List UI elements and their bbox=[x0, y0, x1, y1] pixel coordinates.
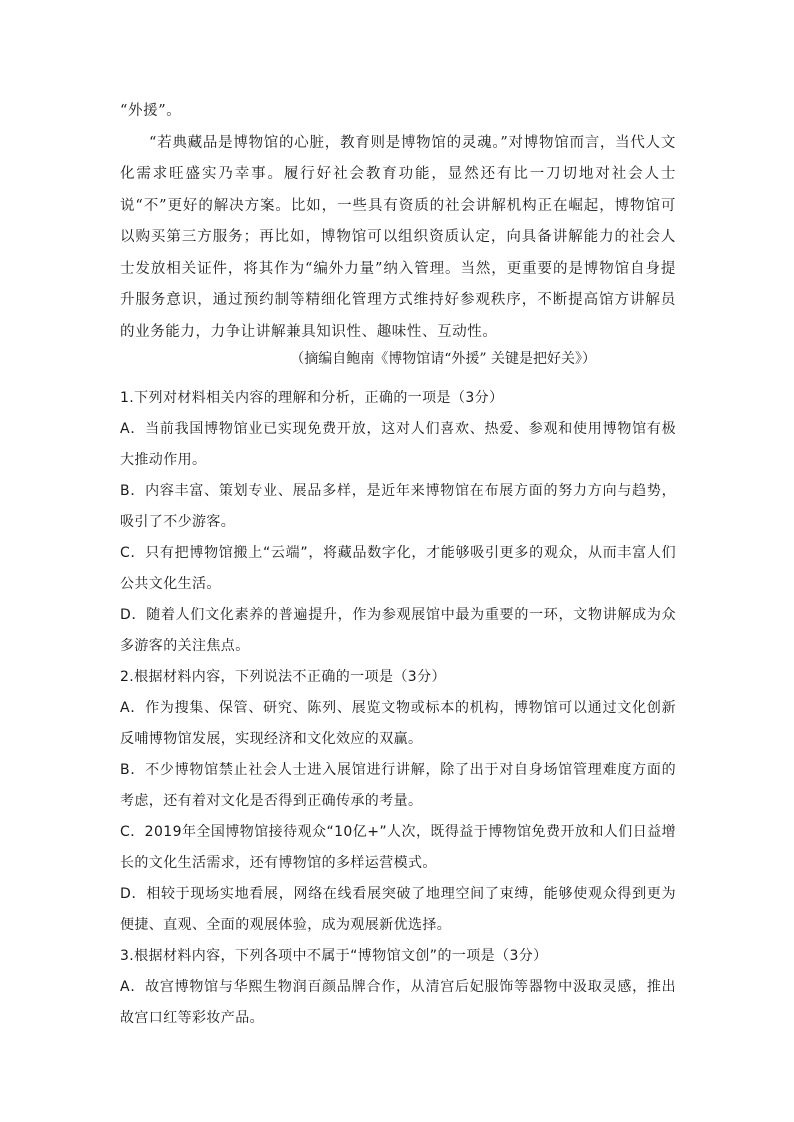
question-3 bbox=[120, 941, 676, 1034]
question-2 bbox=[120, 662, 676, 941]
question-stem: 2.根据材料内容，下列说法不正确的一项是（3分） bbox=[120, 669, 446, 685]
article-text bbox=[120, 96, 676, 348]
question-stem: 1.下列对材料相关内容的理解和分析，正确的一项是（3分） bbox=[120, 390, 504, 406]
option-d: D．相较于现场实地看展，网络在线看展突破了地理空间了束缚，能够使观众得到更为便捷、直观、全面的观展体验，成为观展新优选择。 bbox=[120, 886, 676, 933]
article-paragraph: “若典藏品是博物馆的心脏，教育则是博物馆的灵魂。”对博物馆而言，当代人文化需求旺盛实乃幸事。履行好社会教育功能，显然还有比一刀切地对社会人士说“不”更好的解决方案。比如，一些具有资质的社会讲解机构正在崛起，博物馆可以购买第三方服务；再比如，博物馆可以组织资质认定，向具备讲解能力的社会人士发放相关证件，将其作为“编外力量”纳入管理。当然，更重要的是博物馆自身提升服务意识，通过预约制等精细化管理方式维持好参观秩序，不断提高馆方讲解员的业务能力，力争让讲解兼具知识性、趣味性、互动性。 bbox=[120, 134, 676, 340]
question-list bbox=[120, 383, 676, 1034]
option-d: D．随着人们文化素养的普遍提升，作为参观展馆中最为重要的一环，文物讲解成为众多游客的关注焦点。 bbox=[120, 607, 676, 654]
option-b: B．内容丰富、策划专业、展品多样，是近年来博物馆在布展方面的努力方向与趋势，吸引了不少游客。 bbox=[120, 483, 676, 530]
article-continuation: “外援”。 bbox=[120, 103, 182, 119]
option-a: A．故宫博物馆与华熙生物润百颜品牌合作，从清宫后妃服饰等器物中汲取灵感，推出故宫口红等彩妆产品。 bbox=[120, 979, 676, 1026]
option-c: C．只有把博物馆搬上“云端”，将藏品数字化，才能够吸引更多的观众，从而丰富人们公共文化生活。 bbox=[120, 545, 676, 592]
question-1 bbox=[120, 383, 676, 662]
option-a: A．作为搜集、保管、研究、陈列、展览文物或标本的机构，博物馆可以通过文化创新反哺博物馆发展，实现经济和文化效应的双赢。 bbox=[120, 700, 676, 747]
article-source: （摘编自鲍南《博物馆请“外援” 关键是把好关》） bbox=[290, 351, 596, 367]
option-b: B．不少博物馆禁止社会人士进入展馆进行讲解，除了出于对自身场馆管理难度方面的考虑，还有着对文化是否得到正确传承的考量。 bbox=[120, 762, 676, 809]
option-c: C．2019年全国博物馆接待观众“10亿+”人次，既得益于博物馆免费开放和人们日益增长的文化生活需求，还有博物馆的多样运营模式。 bbox=[120, 824, 676, 871]
option-a: A．当前我国博物馆业已实现免费开放，这对人们喜欢、热爱、参观和使用博物馆有极大推动作用。 bbox=[120, 421, 676, 468]
question-stem: 3.根据材料内容，下列各项中不属于“博物馆文创”的一项是（3分） bbox=[120, 948, 548, 964]
